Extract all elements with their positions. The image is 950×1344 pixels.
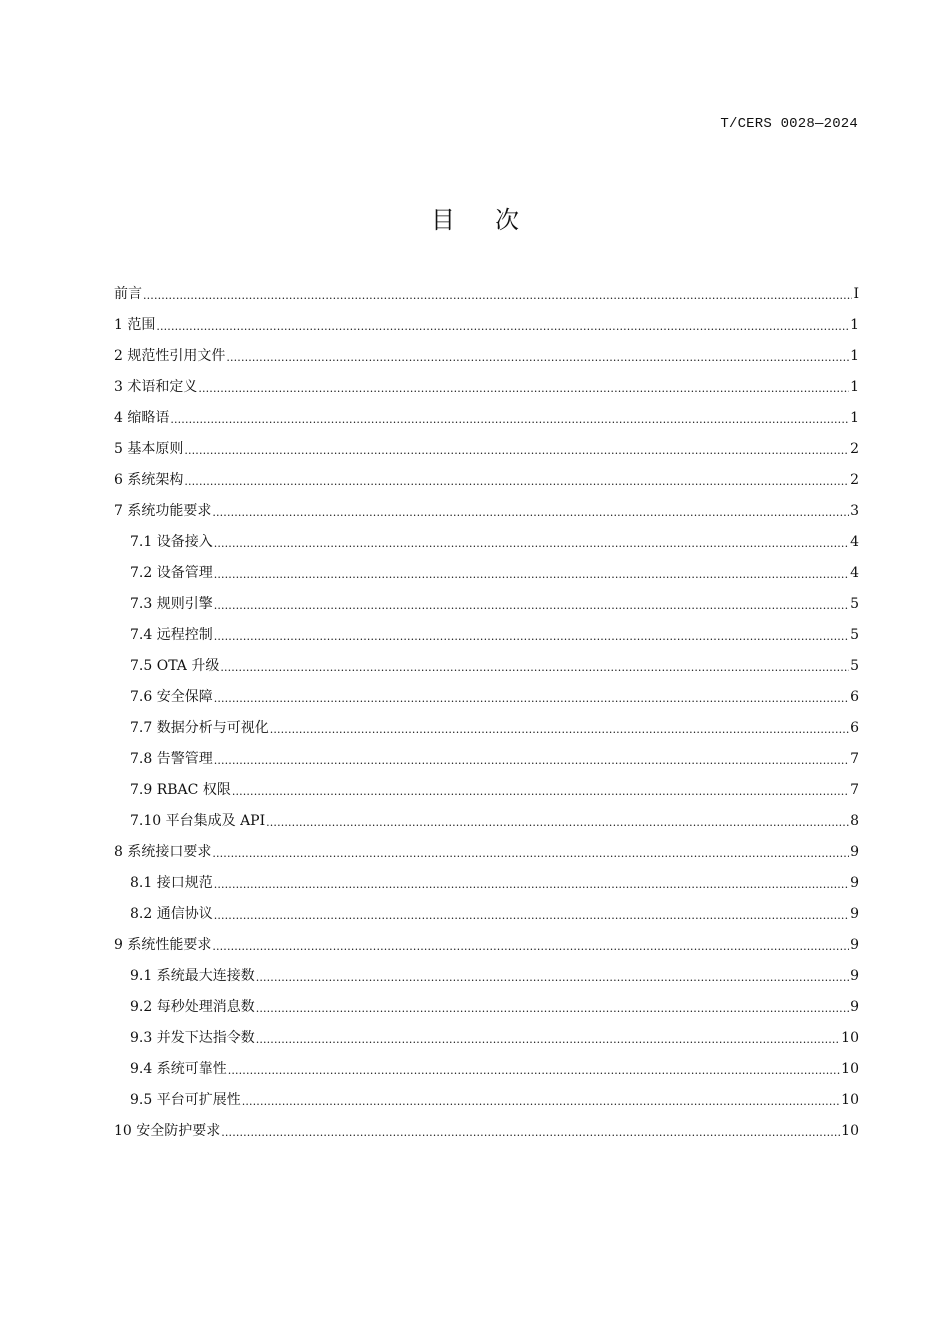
toc-entry[interactable] (114, 837, 859, 868)
toc-entry[interactable] (114, 434, 859, 465)
toc-leader-dots (214, 900, 849, 931)
toc-entry-label: 3 术语和定义 (114, 379, 198, 395)
toc-entry-label: 9 系统性能要求 (114, 937, 212, 953)
toc-entry[interactable] (114, 496, 859, 527)
toc-entry-page-number: 2 (850, 441, 859, 457)
toc-entry-page-number: 1 (850, 410, 859, 426)
page-title: 目次 (431, 206, 559, 234)
toc-entry-page-number: 9 (850, 844, 859, 860)
toc-entry[interactable] (114, 744, 859, 775)
toc-leader-dots (184, 435, 849, 466)
toc-leader-dots (256, 993, 849, 1024)
toc-entry-page-number: 9 (850, 937, 859, 953)
toc-entry-label: 6 系统架构 (114, 472, 184, 488)
toc-entry-label: 9.1 系统最大连接数 (130, 968, 255, 984)
toc-entry[interactable] (114, 651, 859, 682)
toc-leader-dots (170, 404, 849, 435)
toc-entry[interactable] (114, 589, 859, 620)
toc-leader-dots (228, 1055, 840, 1086)
toc-entry-label: 7.4 远程控制 (130, 627, 213, 643)
toc-entry-page-number: 1 (850, 379, 859, 395)
toc-entry[interactable] (114, 620, 859, 651)
toc-entry-page-number: 8 (850, 813, 859, 829)
toc-entry-label: 8 系统接口要求 (114, 844, 212, 860)
toc-entry-page-number: 2 (850, 472, 859, 488)
toc-entry-label: 4 缩略语 (114, 410, 170, 426)
table-of-contents (114, 279, 859, 1147)
toc-entry-label: 7.10 平台集成及 API (130, 813, 266, 829)
toc-entry[interactable] (114, 961, 859, 992)
toc-entry[interactable] (114, 930, 859, 961)
toc-entry-page-number: 1 (850, 317, 859, 333)
toc-entry-label: 9.2 每秒处理消息数 (130, 999, 255, 1015)
toc-leader-dots (212, 497, 849, 528)
toc-entry-page-number: I (853, 286, 859, 302)
toc-entry-label: 7.7 数据分析与可视化 (130, 720, 269, 736)
toc-entry-page-number: 3 (850, 503, 859, 519)
toc-entry-page-number: 4 (850, 565, 859, 581)
toc-entry-label: 5 基本原则 (114, 441, 184, 457)
toc-leader-dots (214, 683, 849, 714)
toc-leader-dots (212, 931, 849, 962)
toc-leader-dots (242, 1086, 840, 1117)
toc-entry-label: 9.3 并发下达指令数 (130, 1030, 255, 1046)
toc-leader-dots (214, 528, 849, 559)
document-number: T/CERS 0028—2024 (720, 116, 858, 132)
toc-entry-page-number: 7 (850, 782, 859, 798)
toc-entry[interactable] (114, 775, 859, 806)
toc-entry[interactable] (114, 527, 859, 558)
toc-entry-page-number: 10 (841, 1092, 859, 1108)
toc-leader-dots (220, 652, 849, 683)
toc-entry-label: 9.4 系统可靠性 (130, 1061, 227, 1077)
toc-entry-page-number: 6 (850, 689, 859, 705)
toc-entry-label: 7.5 OTA 升级 (130, 658, 220, 674)
toc-leader-dots (214, 869, 849, 900)
toc-entry-label: 前言 (114, 286, 142, 302)
toc-entry[interactable] (114, 868, 859, 899)
toc-entry-label: 7.8 告警管理 (130, 751, 213, 767)
toc-entry[interactable] (114, 1085, 859, 1116)
toc-entry-page-number: 9 (850, 968, 859, 984)
toc-leader-dots (232, 776, 849, 807)
toc-entry-label: 2 规范性引用文件 (114, 348, 226, 364)
toc-entry-page-number: 9 (850, 906, 859, 922)
toc-entry-label: 10 安全防护要求 (114, 1123, 221, 1139)
toc-leader-dots (212, 838, 849, 869)
toc-leader-dots (256, 962, 849, 993)
toc-leader-dots (256, 1024, 840, 1055)
toc-entry-label: 8.2 通信协议 (130, 906, 213, 922)
toc-entry[interactable] (114, 1054, 859, 1085)
toc-entry[interactable] (114, 279, 859, 310)
toc-leader-dots (184, 466, 849, 497)
toc-entry-label: 9.5 平台可扩展性 (130, 1092, 241, 1108)
toc-entry-page-number: 1 (850, 348, 859, 364)
toc-leader-dots (143, 280, 852, 311)
toc-entry-label: 7.3 规则引擎 (130, 596, 213, 612)
toc-entry-label: 7.6 安全保障 (130, 689, 213, 705)
toc-entry-page-number: 6 (850, 720, 859, 736)
toc-entry[interactable] (114, 806, 859, 837)
toc-entry[interactable] (114, 899, 859, 930)
toc-entry-page-number: 10 (841, 1030, 859, 1046)
toc-entry-label: 7 系统功能要求 (114, 503, 212, 519)
toc-entry[interactable] (114, 403, 859, 434)
toc-entry[interactable] (114, 341, 859, 372)
toc-entry-page-number: 5 (850, 596, 859, 612)
toc-entry-page-number: 10 (841, 1061, 859, 1077)
toc-leader-dots (221, 1117, 840, 1148)
toc-entry-page-number: 10 (841, 1123, 859, 1139)
toc-entry-label: 7.9 RBAC 权限 (130, 782, 231, 798)
toc-entry[interactable] (114, 372, 859, 403)
toc-entry-page-number: 5 (850, 627, 859, 643)
toc-entry[interactable] (114, 558, 859, 589)
toc-entry-label: 7.2 设备管理 (130, 565, 213, 581)
toc-entry[interactable] (114, 682, 859, 713)
toc-entry-label: 8.1 接口规范 (130, 875, 213, 891)
toc-entry[interactable] (114, 1116, 859, 1147)
toc-leader-dots (226, 342, 849, 373)
toc-entry-page-number: 4 (850, 534, 859, 550)
toc-entry[interactable] (114, 310, 859, 341)
toc-entry[interactable] (114, 992, 859, 1023)
toc-entry-label: 7.1 设备接入 (130, 534, 213, 550)
toc-leader-dots (156, 311, 849, 342)
toc-entry-page-number: 9 (850, 999, 859, 1015)
toc-entry[interactable] (114, 713, 859, 744)
toc-leader-dots (214, 621, 849, 652)
toc-leader-dots (214, 590, 849, 621)
toc-entry-label: 1 范围 (114, 317, 156, 333)
toc-entry-page-number: 5 (850, 658, 859, 674)
toc-entry[interactable] (114, 465, 859, 496)
toc-leader-dots (266, 807, 849, 838)
toc-entry[interactable] (114, 1023, 859, 1054)
toc-leader-dots (270, 714, 849, 745)
toc-leader-dots (214, 559, 849, 590)
toc-leader-dots (214, 745, 849, 776)
toc-entry-page-number: 7 (850, 751, 859, 767)
toc-entry-page-number: 9 (850, 875, 859, 891)
toc-leader-dots (198, 373, 849, 404)
